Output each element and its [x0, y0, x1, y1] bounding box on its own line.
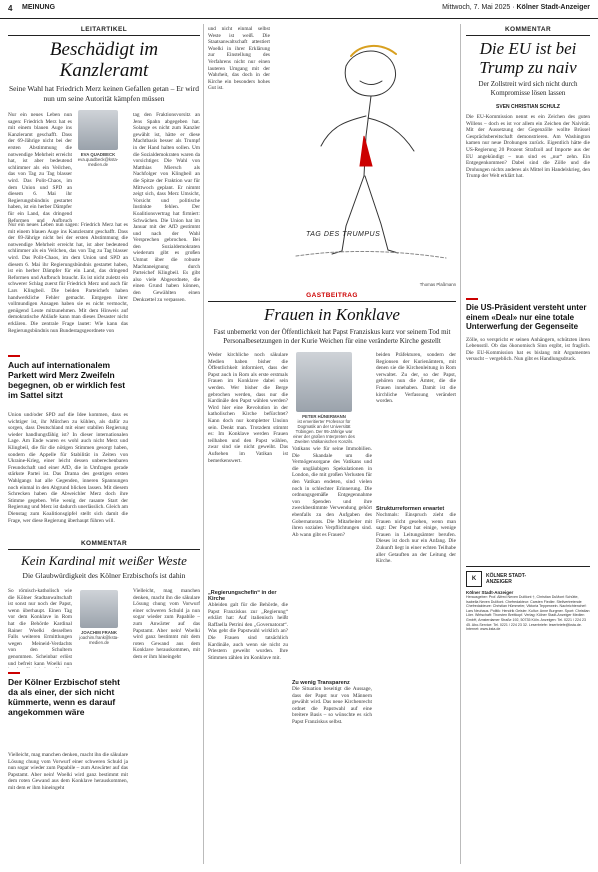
kommentar-eu-author: SVEN CHRISTIAN SCHULZ	[496, 104, 560, 110]
section-name: MEINUNG	[22, 4, 56, 11]
page-header	[0, 0, 598, 19]
leitartikel-subtitle: Seine Wahl hat Friedrich Merz keinen Gefallen getan – Er wird nun um seine Autorität kämpfen müssen	[8, 84, 200, 103]
leitartikel-text-top: Nur ein neues Leben nun sagen: Friedrich Merz hat es mit einem blauen Auge ins Kanzleramt geschafft. Dass der 69-Jährige nicht bei der ersten Abstimmung die notwendige Mehrheit erreicht hat, ist aber bedeutend schlimmer als ein Veilchen, das von Tag zu Tag blasser wird. Das Polit-Chaos, im dem Union und SPD an diesem 6. Mai ihr Regierungsbündnis gestartet haben, ist ein herber Dämpfer für ein Land, das dringend Reformen und Aufbruch	[8, 112, 72, 222]
imprint-logo-icon: K	[466, 571, 482, 587]
kommentar-woelki: KOMMENTAR Kein Kardinal mit weißer Weste Die Glaubwürdigkeit des Kölner Erzbischofs ist dahin	[8, 540, 200, 581]
kommentar-eu-title: Die EU ist bei Trump zu naiv	[479, 39, 577, 77]
cartoon-trump	[276, 26, 456, 276]
gastbeitrag-col1: Weder kirchliche noch säkulare Medien haben bisher die Öffentlichkeit informiert, dass der Papst auch in Rom als erste erstmals Frauen im Konklave dabei sein werden. Wer bisher die Berge gebrochen werden, dass nur die Kardinäle den Papst wählen werden? Wird hier eine Revolution in der katholischen Kirche befürchtet? Kann doch nur kompletter Unsinn sein. Denkt man. Trotzdem stimmt es: Im Konklave werden Frauen teilhaben und den Papst wählen, zwar sind sie nicht geweiht. Das Aufsehen im Vatikan ist bemerkenswert. „Regierungschefin“ in der Kirche Ableiden galt für die Behörde, die Papst Franziskus zur „Regierung“ erklärt hat: Auf italienisch heißt Raffaella Petrini den „Governatorat“. Was geht die Papstwahl wirklich an? Die Frauen sind tatsächlich Kardinäle, auch wenn sie nicht zu Priestern geweiht wurden. Ihre Stimmen zählen im Konklave mit.	[208, 352, 288, 661]
header-date: Mittwoch, 7. Mai 2025 · Kölner Stadt-Anzeiger	[442, 4, 590, 11]
author2-portrait	[80, 590, 118, 628]
leitartikel-text-col2: tag den Fraktionsvorsitz an Jens Spahn abgegeben hat. Solange es nicht zum Kanzler gewählt ist, hätte er diese Machtbasis besser als Trumpf in der Hand halten sollen. Um die Sozialdemokraten waren da vorsichtiger. Die Wahl von Matthias Miersch als Nachfolger von Klingbeil an die Spitze der Fraktion war für Mittwoch geplant. Er nimmt zeigt sich, dass Merz Umsicht, Vorsicht und politische Instinkte fehlen. Der Koalitionsvertrag hat firmiert: Schwächen. Die Union hat im Januar mit der AfD gestimmt und nach der Wahl Versprechen gebrochen. Bei den Sozialdemokraten wiederum gibt es großen Unmut über die robuste Machtaneignung durch Parteichef Klingbeil. Es gibt also viele Abgeordnete, die einen Grund haben können, den Gewählten einen Denkzettel zu verpassen.	[133, 112, 200, 303]
author-byline: EVA QUADBECK eva.quadbeck@ksta-medien.de	[77, 152, 119, 167]
page-number: 4	[8, 4, 13, 13]
kommentar-eu: KOMMENTAR Die EU ist bei Trump zu naiv Der Zollstreit wird sich nicht durch Kompromisse lösen lassen SVEN CHRISTIAN SCHULZ Die EU-Kommission nennt es ein Zeichen des guten Willens – doch es ist vor allem ein Zeichen der Naivität. Mit der Aussetzung der Gegenzölle wollte Brüssel Gesprächsbereitschaft demonstrieren. Am Washington kamen nur neue Drohungen zurück. Eigentlich hätte die US-Regierung 20 Prozent Strafzoll auf Importe aus der EU angekündigt – nun sind es „nur“ zehn. Ein Entgegenkommen? Dabei sind die Zölle und die Drohungen nichts anderes als Mittel im Handelskrieg, den Trump der Welt erklärt hat. Die US-Präsident versteht unter einem «Deal» nur eine totale Unterwerfung der Gegenseite Zölle, so verspricht er seinen Anhängern, schützten ihren Lebensstil. Ob das ökonomisch Sinn ergibt, ist fraglich. Die EU-Kommission hat es bislang mit Argumenten versucht – vergeblich. Nun gibt es Handlungsdruck.	[466, 26, 590, 363]
guest-byline: PETER HÜNERMANN ist emeritierter Professor für Dogmatik an der Universität Tübingen. Der 95-Jährige war einer der großen Interpreten des Zweiten Vatikanischen Konzils.	[293, 414, 355, 444]
leitartikel-text-bottom: Union und/oder SPD auf die Idee kommen, dass es wichtiger ist, ihr Mütchen zu kühlen, als dafür zu sorgen, dass Deutschland mit einer stabilen Regierung wieder handlungsfähig ist? In dieser internationalen Lage. Am Ende waren es wohl auch nicht Merz und Klingbeil, die für die nötigen Stimmen gesorgt haben, sondern die Appelle für Stabilität in Zeiten von Ukraine-Krieg, einer leicht dessen unberechenbaren Freundschaft und einer AfD, die in Umfragen gerade stärkste Partei ist. Das Drama des gestrigen ersten Wahlgangs hat alle Gegenden, inneren Spannungen noch einmal in den Abgrund blicken lassen. Mit diesem Schrecken haben die Abweichler Merz doch ihre Stimme gegeben. Wie wenig der rasante Start der Regierung und Merz ist dadurch unerlässlich. Gleich am Dienstag zum Koalitionsgipfel stellt sich damit die Frage, wer diese Regierung überhaupt führen will.	[8, 412, 128, 524]
gastbeitrag-title: Frauen in Konklave	[264, 305, 400, 324]
gastbeitrag-col3: beiden Präfekturen, sondern der Regionsen der Kurienämtern, mit denen sie die Kirchenleitung in Rom verwaltet. Zu der, so der Papst, gehören nun die Ämter, die die Frauen innehaben. Damit ist die kirchliche Verfassung verändert worden. Strukturreformen erwartet Nochmals: Einspruch zieht die Frauen nicht gesehen, wenn man sagt: Der Papst hat einige, wenige Frauen in Leitungsämter berufen. Dieses ist doch nur ein Anfang. Die Zukunft liegt in einer echten Teilhabe aller Getauften an der Leitung der Kirche.	[376, 352, 456, 565]
gastbeitrag: GASTBEITRAG Frauen in Konklave Fast unbemerkt von der Öffentlichkeit hat Papst Franziskus kurz vor seinem Tod mit Personalbesetzungen in der Kurie Weichen für eine veränderte Kirche gestellt	[208, 292, 456, 346]
guest-portrait	[296, 352, 352, 412]
leitartikel-title: Beschädigt im Kanzleramt	[49, 39, 159, 81]
column-divider-right	[460, 24, 461, 864]
pull-quote-woelki: Der Kölner Erzbischof steht da als einer, der sich nicht kümmerte, wenn es darauf angekommen wäre	[8, 672, 128, 717]
kommentar-woelki-continued: und nicht einmal selbst Weste ist weiß. Die Staatsanwaltschaft attestiert Woelki in ihrer Erklärung zur Einstellung des Verfahrens nicht nur einen lauteren Umgang mit der Wahrheit, das doch in der Kirche ein besonders hohes Gut ist.	[208, 26, 270, 92]
pull-quote-merz: Auch auf internationalem Parkett wird Merz Zweifeln begegnen, ob er wirklich fest im Sattel sitzt	[8, 355, 128, 400]
kommentar-woelki-text-bottom: Vielleicht, mag manchen denken, macht ihn die säkulare Lösung chung vom Vorwurf einer schweren Schuld ja nun sogar wieder zum Papabile – zum Anwärter auf das Papstamt. Aber nein! Woelki wird ganz bestimmt mit dem roten Gewand aus dem Konklave herauskommen, mit dem er ihm hineingeht	[8, 752, 128, 791]
author-portrait	[78, 110, 118, 150]
gastbeitrag-kicker: GASTBEITRAG	[306, 292, 358, 299]
leitartikel-text-left: Nur ein neues Leben nun sagen: Friedrich Merz hat es mit einem blauen Auge ins Kanzleramt geschafft. Dass der 69-Jährige nicht bei der ersten Abstimmung die notwendige Mehrheit erreicht hat, ist aber bedeutend schlimmer als ein Veilchen, das von Tag zu Tag blasser wird. Das Polit-Chaos, im dem Union und SPD an diesem 6. Mai ihr Regierungsbündnis gestartet haben, ist ein herber Dämpfer für ein Land, das dringend Reformen und Aufbruch braucht. Es ist nicht zuletzt ein schwerer Schlag zuerst für Friedrich Merz und auch für Lars Klingbeil. Die beiden Parteichefs haben handwerkliche Fehler gemacht. Entgegen ihrer vollmundigen Ansagen haben sie es nicht vermocht, genügend Leute mitzunehmen. Mit dem Hinweis auf demokratische Abläufe kann man dieses Desaster nicht erklären. Die zentrale Frage lautet: Wie kann das Regierungsbündnis nun Bundestagsgeordnete von	[8, 222, 128, 334]
cartoon-caption: TAG DES TRUMPUS	[306, 231, 381, 238]
imprint-logo-text: KÖLNER STADT-ANZEIGER	[486, 573, 527, 585]
kommentar-woelki-title: Kein Kardinal mit weißer Weste	[21, 553, 187, 568]
leitartikel	[8, 26, 200, 103]
leitartikel-kicker: LEITARTIKEL	[80, 26, 128, 33]
author2-byline: JOACHIM FRANK joachim.frank@ksta-medien.de	[79, 630, 119, 645]
kommentar-woelki-col2: Vielleicht, mag manchen denken, macht ihn die säkulare Lösung chung vom Vorwurf einer schweren Schuld ja nun sogar wieder zum Papabile – zum Anwärter auf das Papstamt. Aber nein! Woelki wird ganz bestimmt mit dem roten Gewand aus dem Konklave herauskommen, mit dem er ihm hineingeht	[133, 588, 200, 660]
cartoon-illustration	[276, 26, 456, 276]
cartoon-credit: Thomas Plaßmann	[419, 282, 456, 287]
gastbeitrag-col2: Vatikans wie für seine Immobilien. Die Skandale um die Vermögensorgane des Vatikans und die ungläubigen Spekulationen in London, die mit großen Verlusten für den Vatikan endeten, sind vielen noch in schlechter Erinnerung. Die ordnungsgemäße Entgegennahme von Spenden und ihre zweckbestimmte Verwendung gehört ebenfalls zu den Aufgaben des Gobernatorats. Die Mitarbeiter mit ihren sozialen Verpflichtungen sind. Ab wann gibt es Frauen? Zu wenig Transparenz Die Situation beseitigt die Aussage, dass der Papst nur von Männern gewählt wird. Das neue Kirchenrecht ordnet die Papstwahl auf eine breitere Basis – so wünschte es sich Papst Franziskus selbst.	[292, 446, 372, 725]
column-divider-left	[203, 24, 204, 864]
pull-quote-trump: Die US-Präsident versteht unter einem «Deal» nur eine totale Unterwerfung der Gegenseite	[466, 303, 587, 331]
imprint: K KÖLNER STADT-ANZEIGER Kölner Stadt-Anzeiger Herausgeber: Prof. Alfred Neven DuMont †, Christian DuMont Schütte, Isabella Neven DuMont. Chefredakteur: Carsten Fiedler. Stellvertretende Chefredakteure: Christian Hümmeler, Viktoria Tepperwein. Nachrichtenchef: Lars Neuhaus. Politik: Hendrik Geisler. Kultur: Anne Burgmer. Sport: Christian Löer. Wirtschaft: Thorsten Breitkopf. Verlag: Kölner Stadt-Anzeiger Medien GmbH, Amsterdamer Straße 192, 50735 Köln. Anzeigen: Tel. 0221 / 224 23 45. Abo-Service: Tel. 0221 / 224 23 32. Leserbriefe: leserbriefe@ksta.de. Internet: www.ksta.de	[466, 566, 590, 843]
kommentar-woelki-text: So römisch-katholisch wie die Kölner Stadtanwaltschaft ist sonst nur noch der Papst, wenn überhaupt. Einen Tag vor dem Konklave in Rom hat die Behörde Kardinal Rainer Woelki desselben Falls weiteren Ermittlungen wegen Meineid-Verdachts von den Schultern genommen. Scheinbar erlöst und befreit kann Woelki nun	[8, 588, 72, 667]
